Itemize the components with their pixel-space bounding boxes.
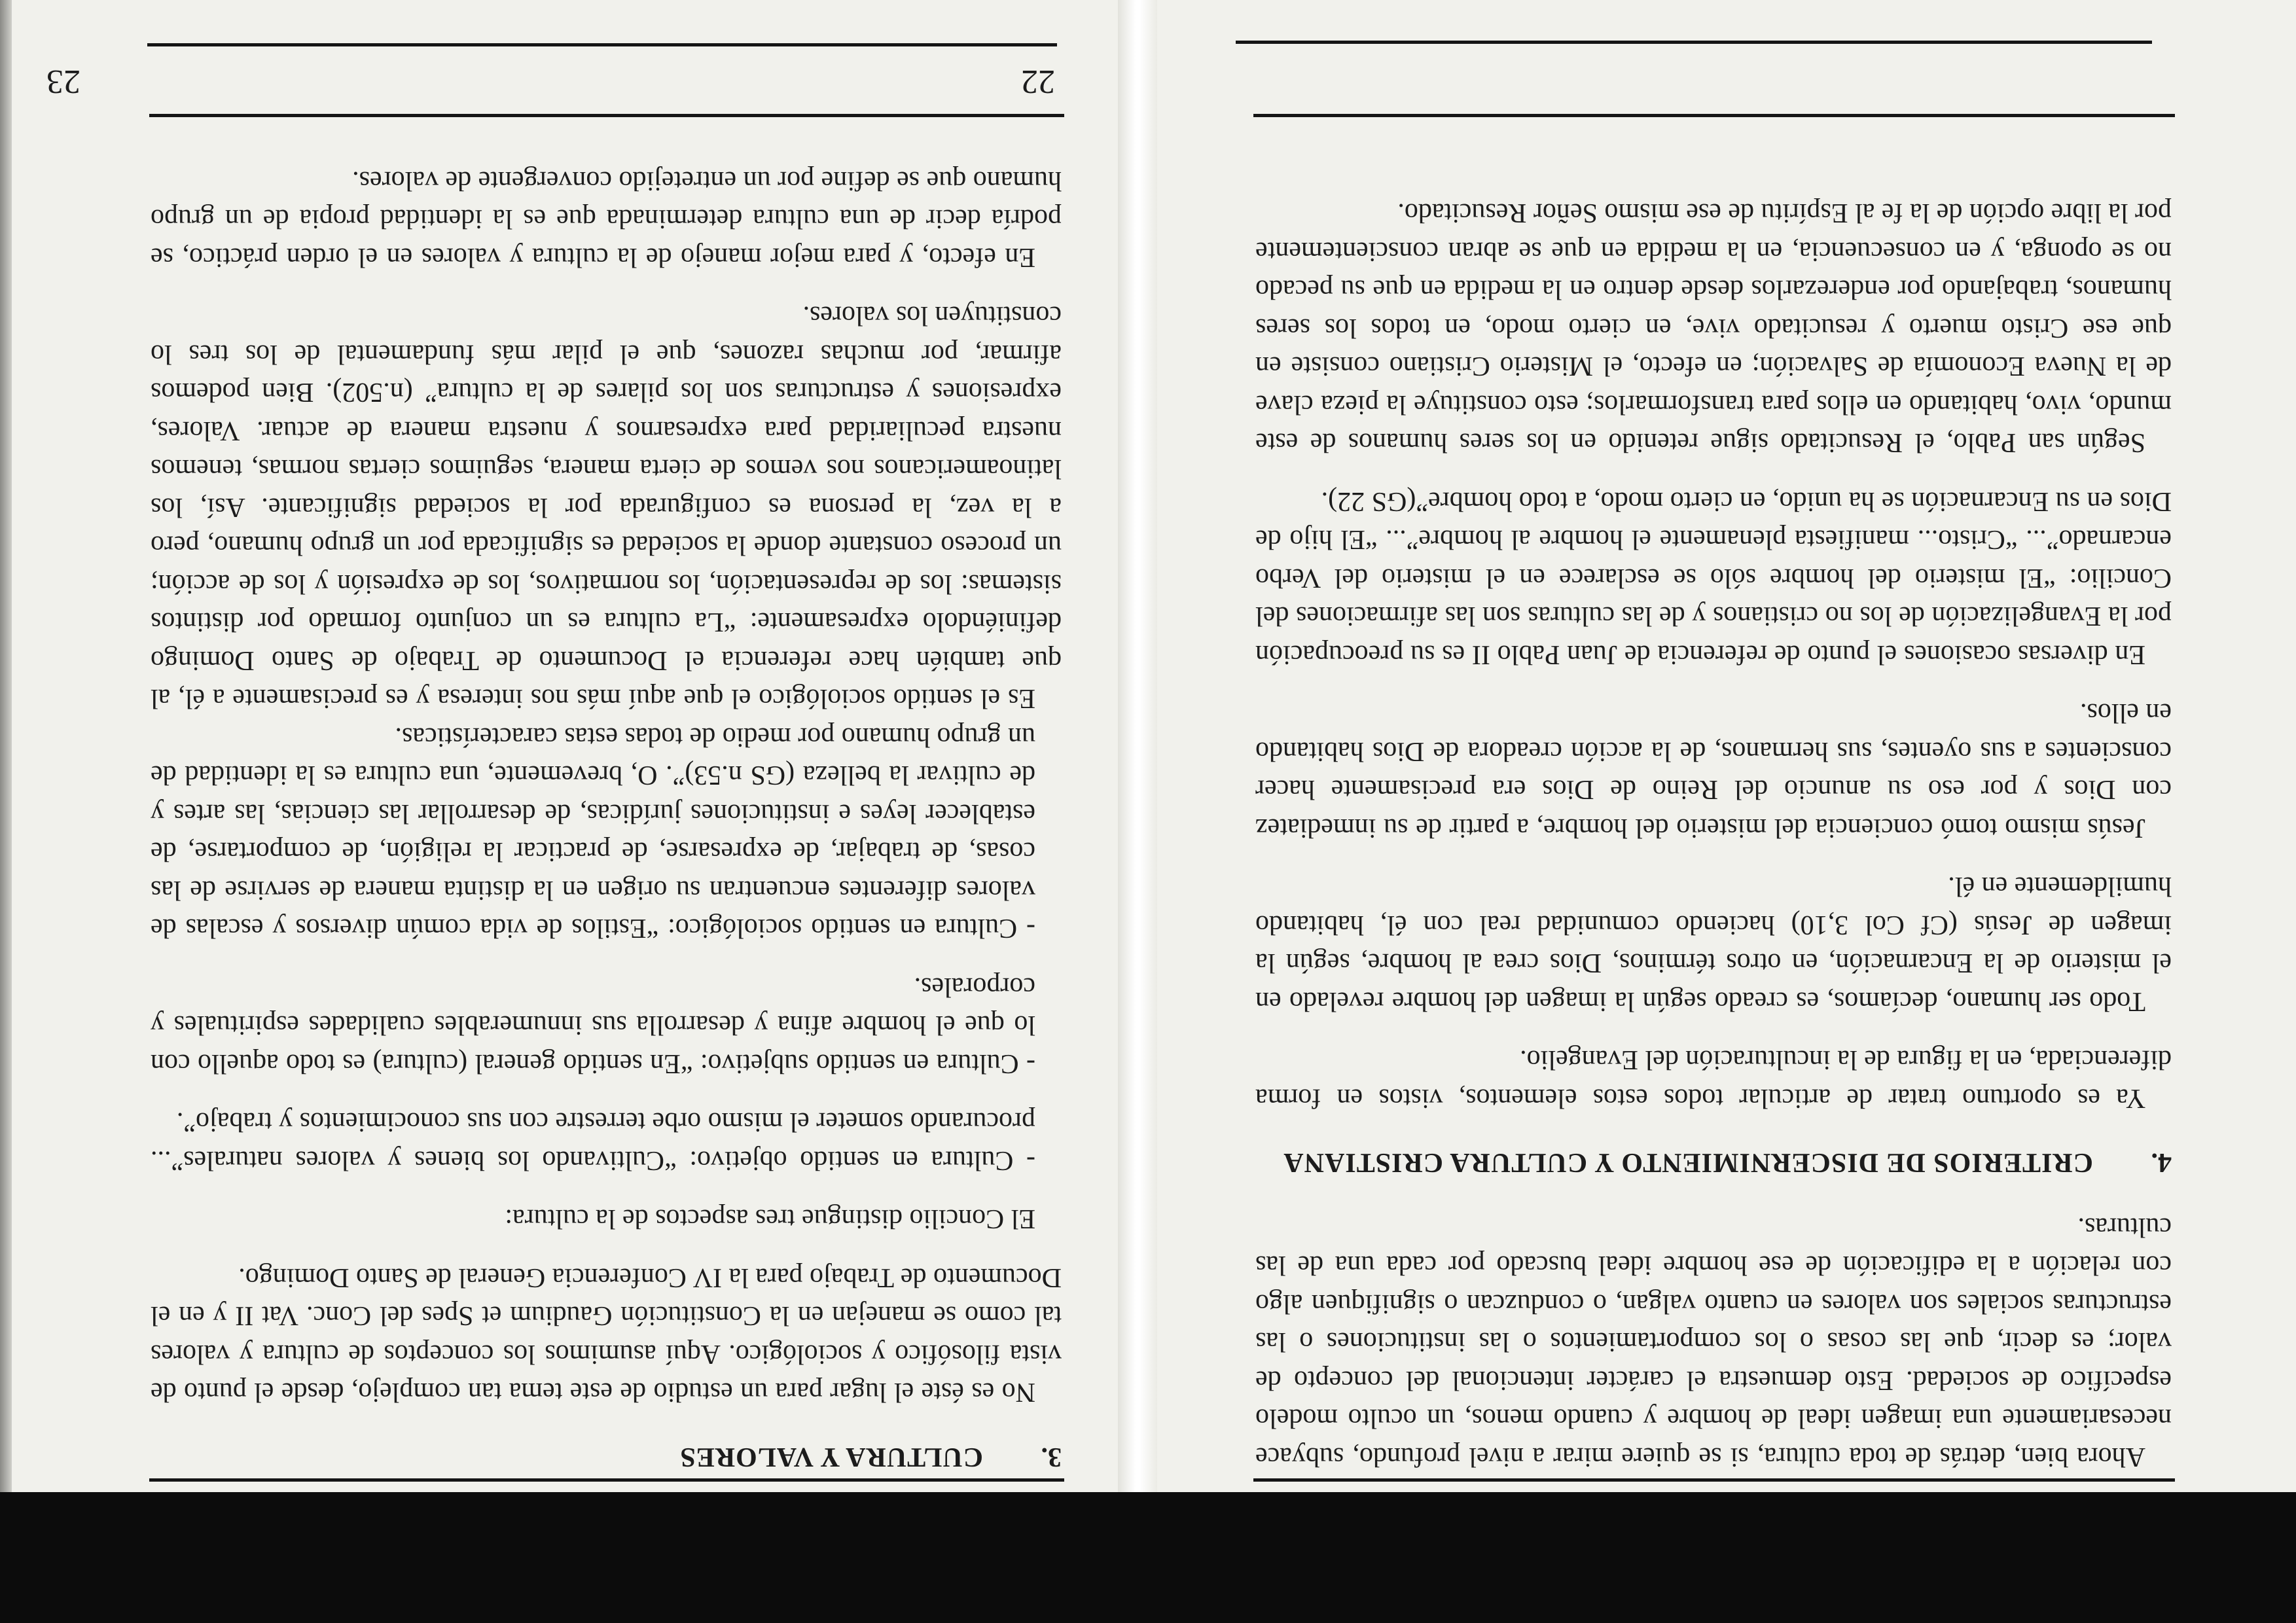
section-number: 4.	[2151, 1147, 2172, 1178]
page-number-22: 22	[1021, 63, 1055, 100]
paragraph: Ahora bien, detrás de toda cultura, si se quiere mirar a nivel profundo, subyace necesariamente una imagen ideal de hombre y cuando menos, un oculto modelo específico de sociedad. Esto demuestra el carácter intencional del concepto de valor; es decir, que las cosas o los comportamientos o las instituciones o las estructuras sociales son valores en cuanto valgan, o conduzcan o signifiquen algo con relación a la edificación de ese hombre ideal buscado por cada una de las culturas.	[1255, 1212, 2172, 1472]
list-item: - Cultura en sentido subjetivo: “En sentido general (cultura) es todo aquello con lo que el hombre afina y desarrolla sus innumerables cualidades espirituales y corporales.	[151, 972, 1035, 1079]
bottom-rule-page-22	[149, 114, 1064, 117]
paragraph: No es éste el lugar para un estudio de este tema tan complejo, desde el punto de vista filosófico y sociológico. Aquí asumimos los conceptos de cultura y valores tal como se manejan en la Constitución Gaudium et Spes del Conc. Vat II y en el Documento de Trabajo para la IV Conferencia General de Santo Domingo.	[151, 1262, 1062, 1408]
paragraph: En efecto, y para mejor manejo de la cultura y valores en el orden práctico, se podría decir de una cultura determinada que es la identidad propia de un grupo humano que se define por un entretejido convergente de valores.	[151, 166, 1062, 272]
top-rule-page-22	[149, 1478, 1064, 1482]
paragraph: El Concilio distingue tres aspectos de la cultura:	[505, 1204, 1035, 1234]
paragraph: Según san Pablo, el Resucitado sigue retenido en los seres humanos de este mundo, vivo, habitando en ellos para transformarlos; esto constituye la pieza clave de la Nueva Economía de Salvación; en efecto, el Misterio Cristiano consiste en que ese Cristo muerto y resucitado vive, en cierto modo, en todos los seres humanos, trabajando por enderezarlos desde dentro en la medida en que su pecado no se oponga, y en consecuencia, en la medida en que se abran conscientemente por la libre opción de la fe al Espíritu de ese mismo Señor Resucitado.	[1255, 198, 2172, 458]
paragraph: Todo ser humano, decíamos, es creado según la imagen del hombre revelado en el misterio de la Encarnación, en otros términos, Dios crea al hombre, según la imagen de Jesús (Cf Col 3,10) haciendo comunidad real con él, habitando humildemente en él.	[1255, 871, 2172, 1016]
section-title: CRITERIOS DE DISCERNIMIENTO Y CULTURA CRISTIANA	[1283, 1147, 2093, 1178]
page-23-body	[1255, 194, 2172, 1476]
paragraph: Ya es oportuno tratar de articular todos estos elementos, vistos en forma diferenciada, en la figura de la inculturación del Evangelio.	[1255, 1044, 2172, 1113]
section-title: CULTURA Y VALORES	[679, 1442, 983, 1472]
page-22-body	[151, 162, 1062, 1476]
section-4-heading	[1255, 1143, 2172, 1182]
top-rule-page-23	[1253, 1478, 2175, 1482]
paragraph: Es el sentido sociológico el que aquí más nos interesa y es precisamente a él, al que también hace referencia el Documento de Trabajo de Santo Domingo definiéndolo expresamente: “La cultura es un conjunto formado por distintos sistemas: los de representación, los normativos, los de expresión y los de acción; un proceso constante donde la sociedad es significada por un grupo humano, pero a la vez, la persona es configurada por la sociedad significante. Así, los latinoamericanos nos vemos de cierta manera, seguimos ciertas normas, tenemos nuestra peculiaridad para expresarnos y nuestra manera de actuar. Valores, expresiones y estructuras son los pilares de la cultura” (n.502). Bien podemos afirmar, por muchas razones, que el pilar más fundamental de los tres lo constituyen los valores.	[151, 300, 1062, 714]
list-item: - Cultura en sentido sociológico: “Estilos de vida común diversos y escalas de valores diferentes encuentran su origen en la distinta manera de servirse de las cosas, de trabajar, de expresarse, de practicar la religión, de comportarse, de establecer leyes e instituciones jurídicas, de desarrollar las ciencias, las artes y de cultivar la belleza (GS n.53)”. O, brevemente, una cultura es la identidad de un grupo humano por medio de todas estas características.	[151, 722, 1035, 944]
footer-rule-page-22	[147, 43, 1057, 46]
list-item: - Cultura en sentido objetivo: “Cultivando los bienes y valores naturales”... procurando someter el mismo orbe terrestre con sus conocimientos y trabajo”.	[151, 1107, 1035, 1175]
page-edge-shadow	[0, 0, 12, 1492]
book-gutter	[1118, 0, 1157, 1492]
page-number-23: 23	[46, 63, 81, 100]
section-3-heading	[151, 1438, 1062, 1476]
bottom-rule-page-23	[1253, 114, 2175, 117]
paragraph: Jesús mismo tomó conciencia del misterio del hombre, a partir de su inmediatez con Dios y por eso su anuncio del Reino de Dios era precisamente hacer conscientes a sus oyentes, sus hermanos, de la acción creadora de Dios habitando en ellos.	[1255, 698, 2172, 843]
paragraph: En diversas ocasiones el punto de referencia de Juan Pablo II es su preocupación por la Evangelización de los no cristianos y de las culturas son las afirmaciones del Concilio: “El misterio del hombre sólo se esclarece en el misterio del Verbo encarnado”... “Cristo... manifiesta plenamente el hombre al hombre”... “El hijo de Dios en su Encarnación se ha unido, en cierto modo, a todo hombre”(GS 22).	[1255, 486, 2172, 669]
section-number: 3.	[1041, 1442, 1062, 1472]
footer-rule-page-23	[1236, 41, 2152, 44]
